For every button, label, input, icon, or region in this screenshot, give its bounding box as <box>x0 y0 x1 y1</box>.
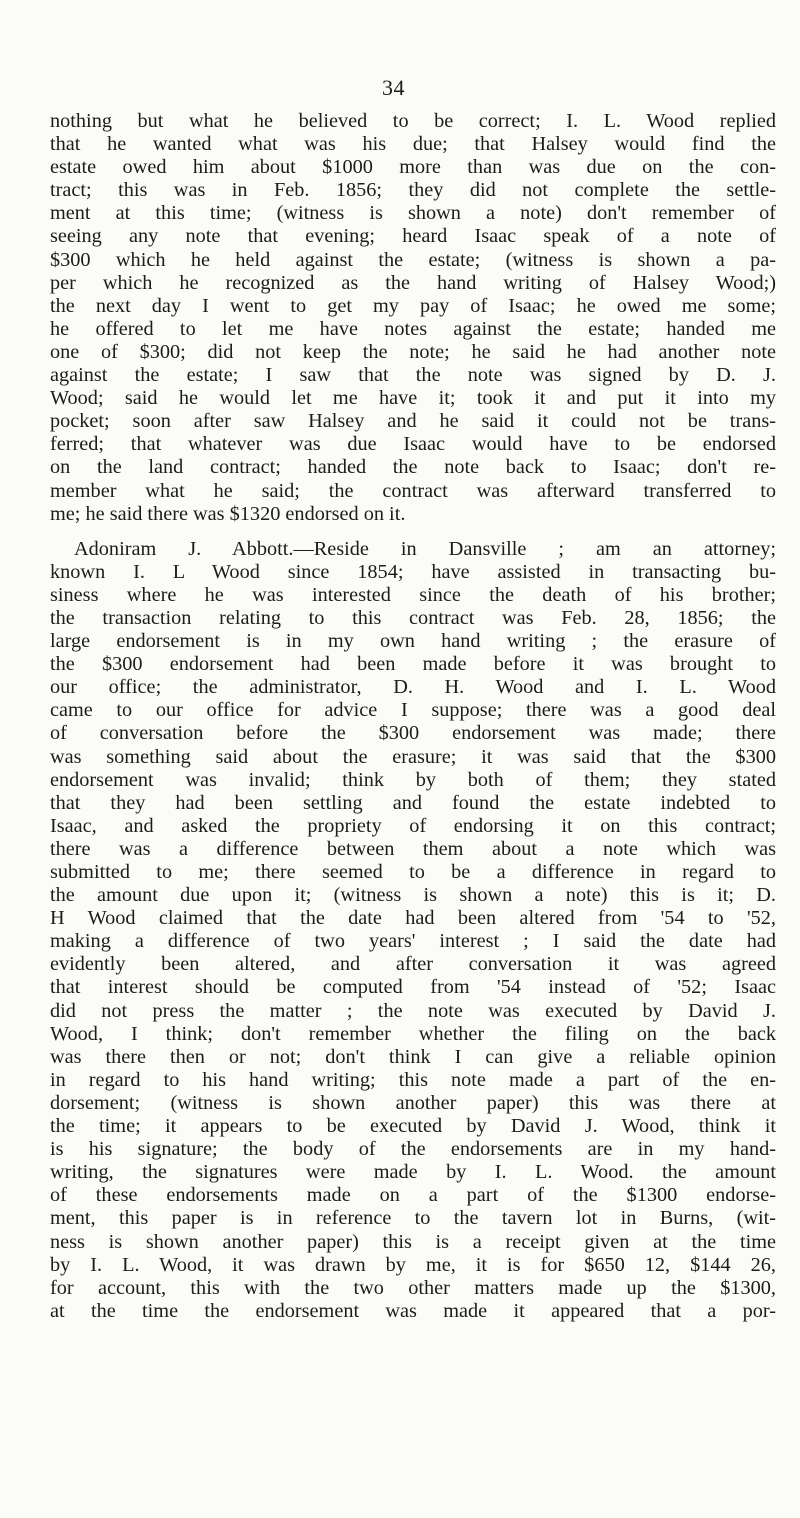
text-line: was something said about the erasure; it was said that the $300 <box>50 745 776 768</box>
page-number: 34 <box>382 75 405 100</box>
text-line: the next day I went to get my pay of Isaac; he owed me some; <box>50 294 776 317</box>
text-line: dorsement; (witness is shown another paper) this was there at <box>50 1091 776 1114</box>
text-line: writing, the signatures were made by I. L. Wood. the amount <box>50 1161 776 1184</box>
paragraph-testimony-abbott <box>50 538 776 1323</box>
text-line: did not press the matter ; the note was executed by David J. <box>50 999 776 1022</box>
text-line: one of $300; did not keep the note; he said he had another note <box>50 340 776 363</box>
text-line: making a difference of two years' interest ; I said the date had <box>50 930 776 953</box>
text-line: that they had been settling and found the estate indebted to <box>50 791 776 814</box>
text-line: came to our office for advice I suppose; there was a good deal <box>50 699 776 722</box>
text-line: ness is shown another paper) this is a receipt given at the time <box>50 1230 776 1253</box>
body-text <box>50 110 776 1323</box>
text-line: known I. L Wood since 1854; have assisted in transacting bu- <box>50 560 776 583</box>
text-line: on the land contract; handed the note back to Isaac; don't re- <box>50 456 776 479</box>
text-line: that he wanted what was his due; that Halsey would find the <box>50 133 776 156</box>
text-line: ment at this time; (witness is shown a note) don't remember of <box>50 202 776 225</box>
text-line: Wood; said he would let me have it; took it and put it into my <box>50 387 776 410</box>
text-line: there was a difference between them about a note which was <box>50 837 776 860</box>
text-line: ment, this paper is in reference to the tavern lot in Burns, (wit- <box>50 1207 776 1230</box>
text-line: Isaac, and asked the propriety of endorsing it on this contract; <box>50 814 776 837</box>
text-line: nothing but what he believed to be correct; I. L. Wood replied <box>50 110 776 132</box>
text-line: submitted to me; there seemed to be a difference in regard to <box>50 861 776 883</box>
text-line: against the estate; I saw that the note was signed by D. J. <box>50 364 776 387</box>
text-line: of these endorsements made on a part of the $1300 endorse- <box>50 1184 776 1207</box>
text-line: me; he said there was $1320 endorsed on it. <box>50 502 406 525</box>
text-line: our office; the administrator, D. H. Wood and I. L. Wood <box>50 676 776 699</box>
text-line: large endorsement is in my own hand writing ; the erasure of <box>50 630 776 653</box>
text-line: in regard to his hand writing; this note made a part of the en- <box>50 1068 776 1091</box>
text-line: that interest should be computed from '54 instead of '52; Isaac <box>50 976 776 999</box>
text-line: tract; this was in Feb. 1856; they did not complete the settle- <box>50 179 776 202</box>
text-line: endorsement was invalid; think by both of them; they stated <box>50 768 776 791</box>
text-line: at the time the endorsement was made it appeared that a por- <box>50 1299 776 1322</box>
text-line: seeing any note that evening; heard Isaac speak of a note of <box>50 225 776 248</box>
text-line: he offered to let me have notes against the estate; handed me <box>50 317 776 340</box>
text-line: H Wood claimed that the date had been altered from '54 to '52, <box>50 907 776 930</box>
text-line: member what he said; the contract was afterward transferred to <box>50 479 776 502</box>
text-line: siness where he was interested since the death of his brother; <box>50 583 776 606</box>
text-line: $300 which he held against the estate; (witness is shown a pa- <box>50 248 776 271</box>
text-line: for account, this with the two other matters made up the $1300, <box>50 1276 776 1299</box>
text-line: the transaction relating to this contract was Feb. 28, 1856; the <box>50 606 776 629</box>
text-line: the $300 endorsement had been made before it was brought to <box>50 653 776 676</box>
text-line: was there then or not; don't think I can give a reliable opinion <box>50 1045 776 1068</box>
text-line: ferred; that whatever was due Isaac would have to be endorsed <box>50 433 776 456</box>
text-line: Wood, I think; don't remember whether the filing on the back <box>50 1022 776 1045</box>
document-page <box>50 0 776 1518</box>
text-line: by I. L. Wood, it was drawn by me, it is for $650 12, $144 26, <box>50 1253 776 1276</box>
text-line: evidently been altered, and after conversation it was agreed <box>50 953 776 976</box>
text-line: pocket; soon after saw Halsey and he said it could not be trans- <box>50 410 776 433</box>
text-line: estate owed him about $1000 more than was due on the con- <box>50 156 776 179</box>
text-line: of conversation before the $300 endorsement was made; there <box>50 722 776 745</box>
paragraph-testimony-wood <box>50 110 776 526</box>
text-line: is his signature; the body of the endorsements are in my hand- <box>50 1138 776 1161</box>
text-line: per which he recognized as the hand writing of Halsey Wood;) <box>50 271 776 294</box>
text-line: the amount due upon it; (witness is shown a note) this is it; D. <box>50 884 776 907</box>
text-line: Adoniram J. Abbott.—Reside in Dansville ; am an attorney; <box>74 537 776 560</box>
text-line: the time; it appears to be executed by David J. Wood, think it <box>50 1115 776 1138</box>
